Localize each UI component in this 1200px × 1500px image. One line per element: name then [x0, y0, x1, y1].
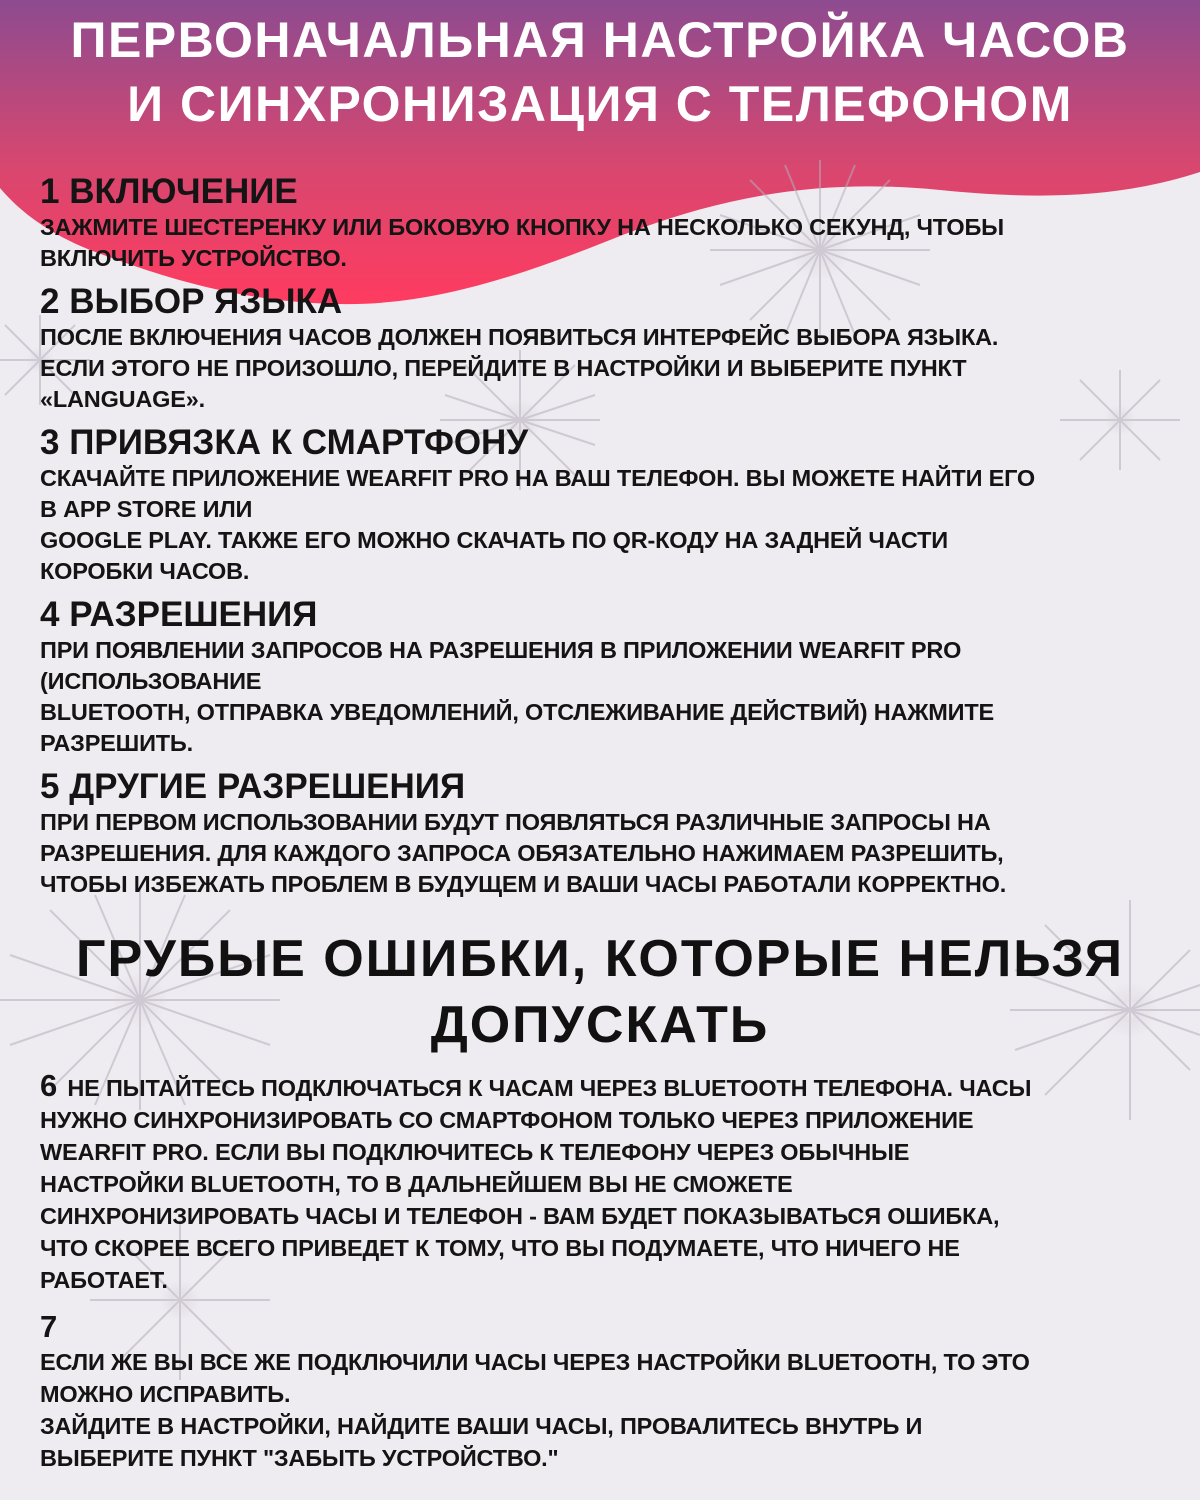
- warning-title-line-2: ДОПУСКАТЬ: [430, 996, 770, 1054]
- page-title: [0, 8, 1200, 136]
- warning-items: [40, 1070, 1180, 1474]
- step-pair-smartphone: [40, 423, 1180, 587]
- step-text: ПРИ ПЕРВОМ ИСПОЛЬЗОВАНИИ БУДУТ ПОЯВЛЯТЬСЯ РАЗЛИЧНЫЕ ЗАПРОСЫ НА: [40, 809, 991, 835]
- step-heading: 1 ВКЛЮЧЕНИЕ: [40, 172, 298, 211]
- step-heading: 4 РАЗРЕШЕНИЯ: [40, 595, 318, 634]
- warning-number: 7: [40, 1309, 58, 1344]
- warning-item-6: [40, 1070, 1180, 1296]
- step-text: ЗАЖМИТЕ ШЕСТЕРЕНКУ ИЛИ БОКОВУЮ КНОПКУ НА НЕСКОЛЬКО СЕКУНД, ЧТОБЫ: [40, 214, 1004, 240]
- warning-text: МОЖНО ИСПРАВИТЬ.: [40, 1381, 291, 1407]
- step-text: РАЗРЕШИТЬ.: [40, 730, 193, 756]
- step-text: (ИСПОЛЬЗОВАНИЕ: [40, 668, 262, 694]
- step-text: ПОСЛЕ ВКЛЮЧЕНИЯ ЧАСОВ ДОЛЖЕН ПОЯВИТЬСЯ ИНТЕРФЕЙС ВЫБОРА ЯЗЫКА.: [40, 324, 999, 350]
- page-title-line-1: ПЕРВОНАЧАЛЬНАЯ НАСТРОЙКА ЧАСОВ: [70, 12, 1130, 68]
- warning-text: ЕСЛИ ЖЕ ВЫ ВСЕ ЖЕ ПОДКЛЮЧИЛИ ЧАСЫ ЧЕРЕЗ НАСТРОЙКИ BLUETOOTH, ТО ЭТО: [40, 1349, 1030, 1375]
- setup-steps: [40, 172, 1180, 900]
- warning-text: СИНХРОНИЗИРОВАТЬ ЧАСЫ И ТЕЛЕФОН - ВАМ БУДЕТ ПОКАЗЫВАТЬСЯ ОШИБКА,: [40, 1203, 1000, 1229]
- step-heading: 5 ДРУГИЕ РАЗРЕШЕНИЯ: [40, 767, 466, 806]
- warning-text: ЗАЙДИТЕ В НАСТРОЙКИ, НАЙДИТЕ ВАШИ ЧАСЫ, ПРОВАЛИТЕСЬ ВНУТРЬ И: [40, 1413, 923, 1439]
- step-text: ЧТОБЫ ИЗБЕЖАТЬ ПРОБЛЕМ В БУДУЩЕМ И ВАШИ ЧАСЫ РАБОТАЛИ КОРРЕКТНО.: [40, 871, 1007, 897]
- warning-text: НУЖНО СИНХРОНИЗИРОВАТЬ СО СМАРТФОНОМ ТОЛЬКО ЧЕРЕЗ ПРИЛОЖЕНИЕ: [40, 1107, 974, 1133]
- step-text: В APP STORE ИЛИ: [40, 496, 253, 522]
- step-text: ПРИ ПОЯВЛЕНИИ ЗАПРОСОВ НА РАЗРЕШЕНИЯ В ПРИЛОЖЕНИИ WEARFIT PRO: [40, 637, 962, 663]
- step-heading: 3 ПРИВЯЗКА К СМАРТФОНУ: [40, 423, 529, 462]
- warning-text: WEARFIT PRO. ЕСЛИ ВЫ ПОДКЛЮЧИТЕСЬ К ТЕЛЕФОНУ ЧЕРЕЗ ОБЫЧНЫЕ: [40, 1139, 910, 1165]
- warning-text: [40, 1070, 1180, 1104]
- step-text: ВКЛЮЧИТЬ УСТРОЙСТВО.: [40, 245, 347, 271]
- step-text: GOOGLE PLAY. ТАКЖЕ ЕГО МОЖНО СКАЧАТЬ ПО QR-КОДУ НА ЗАДНЕЙ ЧАСТИ: [40, 527, 948, 553]
- step-text: «LANGUAGE».: [40, 386, 205, 412]
- step-text: СКАЧАЙТЕ ПРИЛОЖЕНИЕ WEARFIT PRO НА ВАШ ТЕЛЕФОН. ВЫ МОЖЕТЕ НАЙТИ ЕГО: [40, 465, 1035, 491]
- step-permissions: [40, 595, 1180, 759]
- step-text: КОРОБКИ ЧАСОВ.: [40, 558, 250, 584]
- step-other-permissions: [40, 767, 1180, 900]
- warning-text-line: НЕ ПЫТАЙТЕСЬ ПОДКЛЮЧАТЬСЯ К ЧАСАМ ЧЕРЕЗ BLUETOOTH ТЕЛЕФОНА. ЧАСЫ: [67, 1075, 1032, 1101]
- warning-number: 6: [40, 1068, 58, 1103]
- step-text: РАЗРЕШЕНИЯ. ДЛЯ КАЖДОГО ЗАПРОСА ОБЯЗАТЕЛЬНО НАЖИМАЕМ РАЗРЕШИТЬ,: [40, 840, 1004, 866]
- step-language: [40, 282, 1180, 415]
- warning-text: НАСТРОЙКИ BLUETOOTH, ТО В ДАЛЬНЕЙШЕМ ВЫ НЕ СМОЖЕТЕ: [40, 1171, 793, 1197]
- step-power-on: [40, 172, 1180, 274]
- warning-text: ВЫБЕРИТЕ ПУНКТ "ЗАБЫТЬ УСТРОЙСТВО.": [40, 1445, 559, 1471]
- step-text: ЕСЛИ ЭТОГО НЕ ПРОИЗОШЛО, ПЕРЕЙДИТЕ В НАСТРОЙКИ И ВЫБЕРИТЕ ПУНКТ: [40, 355, 967, 381]
- warning-text: ЧТО СКОРЕЕ ВСЕГО ПРИВЕДЕТ К ТОМУ, ЧТО ВЫ ПОДУМАЕТЕ, ЧТО НИЧЕГО НЕ: [40, 1235, 960, 1261]
- warning-item-7: [40, 1308, 1180, 1474]
- step-heading: 2 ВЫБОР ЯЗЫКА: [40, 282, 343, 321]
- warning-title-line-1: ГРУБЫЕ ОШИБКИ, КОТОРЫЕ НЕЛЬЗЯ: [76, 930, 1124, 988]
- step-text: BLUETOOTH, ОТПРАВКА УВЕДОМЛЕНИЙ, ОТСЛЕЖИВАНИЕ ДЕЙСТВИЙ) НАЖМИТЕ: [40, 699, 994, 725]
- page-title-line-2: И СИНХРОНИЗАЦИЯ С ТЕЛЕФОНОМ: [127, 76, 1073, 132]
- warning-text: РАБОТАЕТ.: [40, 1267, 168, 1293]
- warning-title: [0, 926, 1200, 1058]
